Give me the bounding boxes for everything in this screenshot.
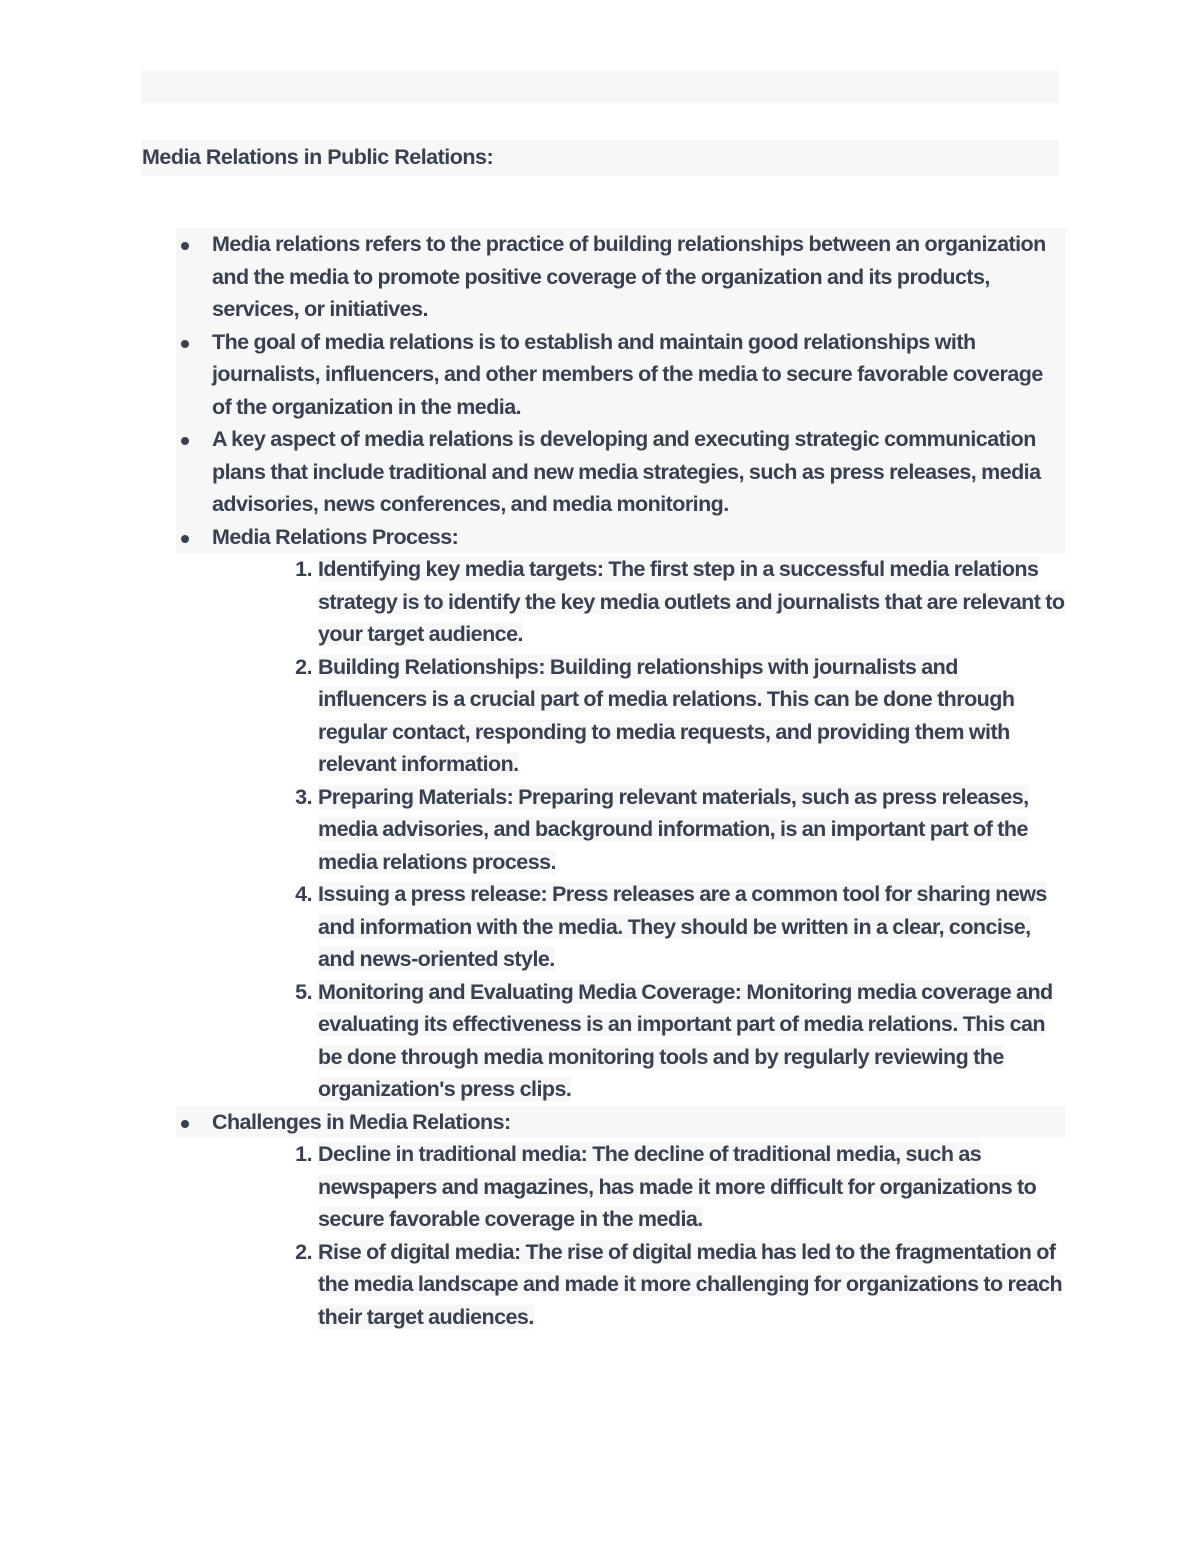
step-number: 1. [295,557,312,581]
bullet-dot-icon [181,535,189,543]
document-content [176,228,1066,1333]
step-number: 5. [295,979,312,1004]
top-band [141,70,1059,103]
bullet-item [176,228,1066,326]
bullet-item-process [176,521,1066,1106]
process-steps-list [212,553,1066,1106]
bullet-dot-icon [181,1120,189,1128]
bullet-item [176,423,1066,521]
step-number: 3. [295,784,312,809]
step-text: Monitoring and Evaluating Media Coverage: Monitoring media coverage and evaluating its effectiveness is an important part of media relations. This can be done through media monitoring tools and by regularly reviewing the organization's press clips. [318,979,1053,1101]
step-number: 2. [295,1239,312,1264]
step-number: 1. [295,1142,312,1166]
challenges-steps-list [212,1138,1066,1333]
step-item [282,553,1066,651]
step-number: 2. [295,654,312,679]
bullet-text: Challenges in Media Relations: [176,1106,1066,1139]
step-text: Issuing a press release: Press releases are a common tool for sharing news and information with the media. They should be written in a clear, concise, and news-oriented style. [318,882,1047,971]
step-text: Decline in traditional media: The decline of traditional media, such as newspapers and magazines, has made it more difficult for organizations to secure favorable coverage in the media. [318,1142,1037,1231]
step-text: Building Relationships: Building relationships with journalists and influencers is a crucial part of media relations. This can be done through regular contact, responding to media requests, and providing them with relevant information. [318,654,1015,776]
bullet-text: A key aspect of media relations is developing and executing strategic communication plans that include traditional and new media strategies, such as press releases, media advisories, news conferences, and media monitoring. [176,423,1066,521]
document-heading: Media Relations in Public Relations: [141,140,1059,176]
step-number: 4. [295,882,312,906]
bullet-dot-icon [181,437,189,445]
bullet-item-challenges [176,1106,1066,1334]
bullet-text: The goal of media relations is to establish and maintain good relationships with journalists, influencers, and other members of the media to secure favorable coverage of the organization in the media. [176,326,1066,424]
bullet-item [176,326,1066,424]
bullet-text: Media relations refers to the practice of building relationships between an organization and the media to promote positive coverage of the organization and its products, services, or initiatives. [176,228,1066,326]
bullet-text: Media Relations Process: [176,521,1066,554]
bullet-list [176,228,1066,1333]
bullet-dot-icon [181,340,189,348]
step-text: Preparing Materials: Preparing relevant materials, such as press releases, media advisories, and background information, is an important part of the media relations process. [318,784,1029,874]
step-item [282,878,1066,976]
step-item [282,976,1066,1106]
step-text: Identifying key media targets: The first step in a successful media relations strategy is to identify the key media outlets and journalists that are relevant to your target audience. [318,557,1065,646]
step-item [282,1138,1066,1236]
step-item [282,781,1066,879]
step-item [282,651,1066,781]
step-item [282,1236,1066,1334]
bullet-dot-icon [181,242,189,250]
step-text: Rise of digital media: The rise of digital media has led to the fragmentation of the media landscape and made it more challenging for organizations to reach their target audiences. [318,1239,1063,1329]
